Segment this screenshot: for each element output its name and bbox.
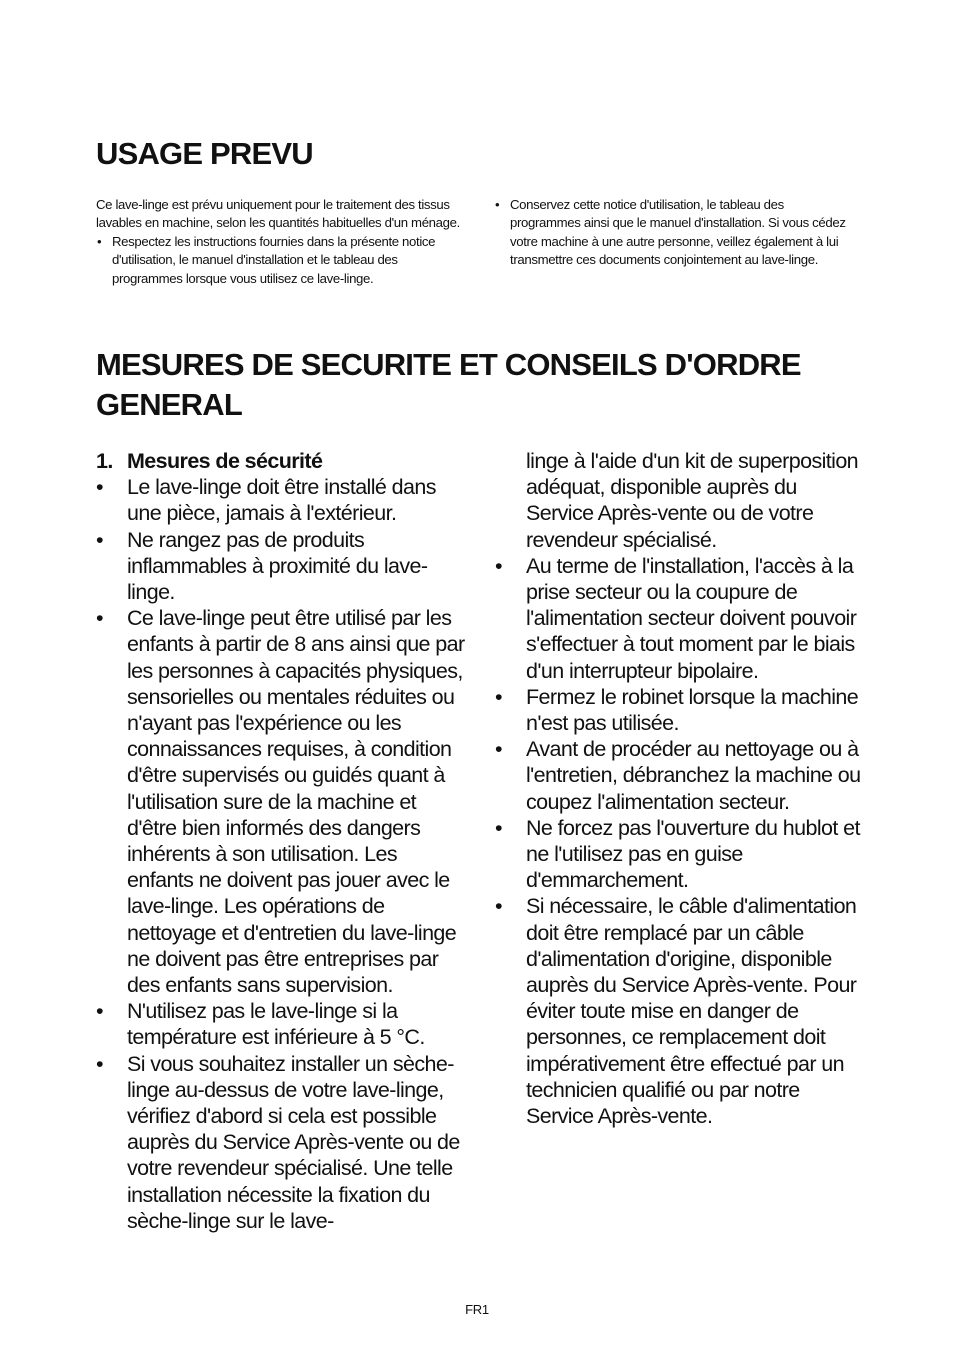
list-item: • Fermez le robinet lorsque la machine n'est pas utilisée. [495,684,861,736]
list-item: • Respectez les instructions fournies dans la présente notice d'utilisation, le manuel d'installation et le tableau des programmes lorsque vous utilisez ce lave-linge. [96,233,464,288]
list-item: • Ne rangez pas de produits inflammables à proximité du lave-linge. [96,527,468,606]
page-number: FR1 [465,1302,489,1317]
section-title: MESURES DE SECURITE ET CONSEILS D'ORDRE GENERAL [96,347,801,422]
list-item: • N'utilisez pas le lave-linge si la température est inférieure à 5 °C. [96,998,468,1050]
list-item: • Le lave-linge doit être installé dans une pièce, jamais à l'extérieur. [96,474,468,526]
usage-left-column [96,196,464,288]
list-item: • Ce lave-linge peut être utilisé par les enfants à partir de 8 ans ainsi que par les personnes à capacités physiques, sensorielles ou mentales réduites ou n'ayant pas l'expérience ou les connaissances requises, à condition d'être supervisés ou guidés quant à l'utilisation sure de la machine et d'être bien informés des dangers inhérents à son utilisation. Les enfants ne doivent pas jouer avec le lave-linge. Les opérations de nettoyage et d'entretien du lave-linge ne doivent pas être entreprises par des enfants sans supervision. [96,605,468,998]
list-item: • Si vous souhaitez installer un sèche-linge au-dessus de votre lave-linge, vérifiez d'abord si cela est possible auprès du Service Après-vente ou de votre revendeur spécialisé. Une telle installation nécessite la fixation du sèche-linge sur le lave- [96,1051,468,1234]
safety-right-column [495,448,861,1129]
list-item: • Avant de procéder au nettoyage ou à l'entretien, débranchez la machine ou coupez l'alimentation secteur. [495,736,861,815]
subsection-title: Mesures de sécurité [127,449,323,473]
list-item: • Au terme de l'installation, l'accès à la prise secteur ou la coupure de l'alimentation secteur doivent pouvoir s'effectuer à tout moment par le biais d'un interrupteur bipolaire. [495,553,861,684]
page-title: USAGE PREVU [96,136,313,171]
continued-text: linge à l'aide d'un kit de superposition adéquat, disponible auprès du Service Après-vente ou de votre revendeur spécialisé. [526,449,859,552]
subsection-heading [96,448,468,474]
safety-left-column [96,448,468,1234]
usage-right-column [494,196,854,270]
safety-right-list [495,553,861,1129]
usage-right-list [494,196,854,270]
list-item: • Si nécessaire, le câble d'alimentation doit être remplacé par un câble d'alimentation d'origine, disponible auprès du Service Après-vente. Pour éviter toute mise en danger de personnes, ce remplacement doit impérativement être effectué par un technicien qualifié ou par notre Service Après-vente. [495,893,861,1129]
list-item: • Ne forcez pas l'ouverture du hublot et ne l'utilisez pas en guise d'emmarchement. [495,815,861,894]
usage-left-list [96,233,464,288]
subsection-number: 1. [96,449,113,473]
usage-intro: Ce lave-linge est prévu uniquement pour le traitement des tissus lavables en machine, selon les quantités habituelles d'un ménage. [96,197,460,231]
list-item: • Conservez cette notice d'utilisation, le tableau des programmes ainsi que le manuel d'installation. Si vous cédez votre machine à une autre personne, veillez également à lui transmettre ces documents conjointement au lave-linge. [494,196,854,270]
safety-left-list [96,474,468,1234]
